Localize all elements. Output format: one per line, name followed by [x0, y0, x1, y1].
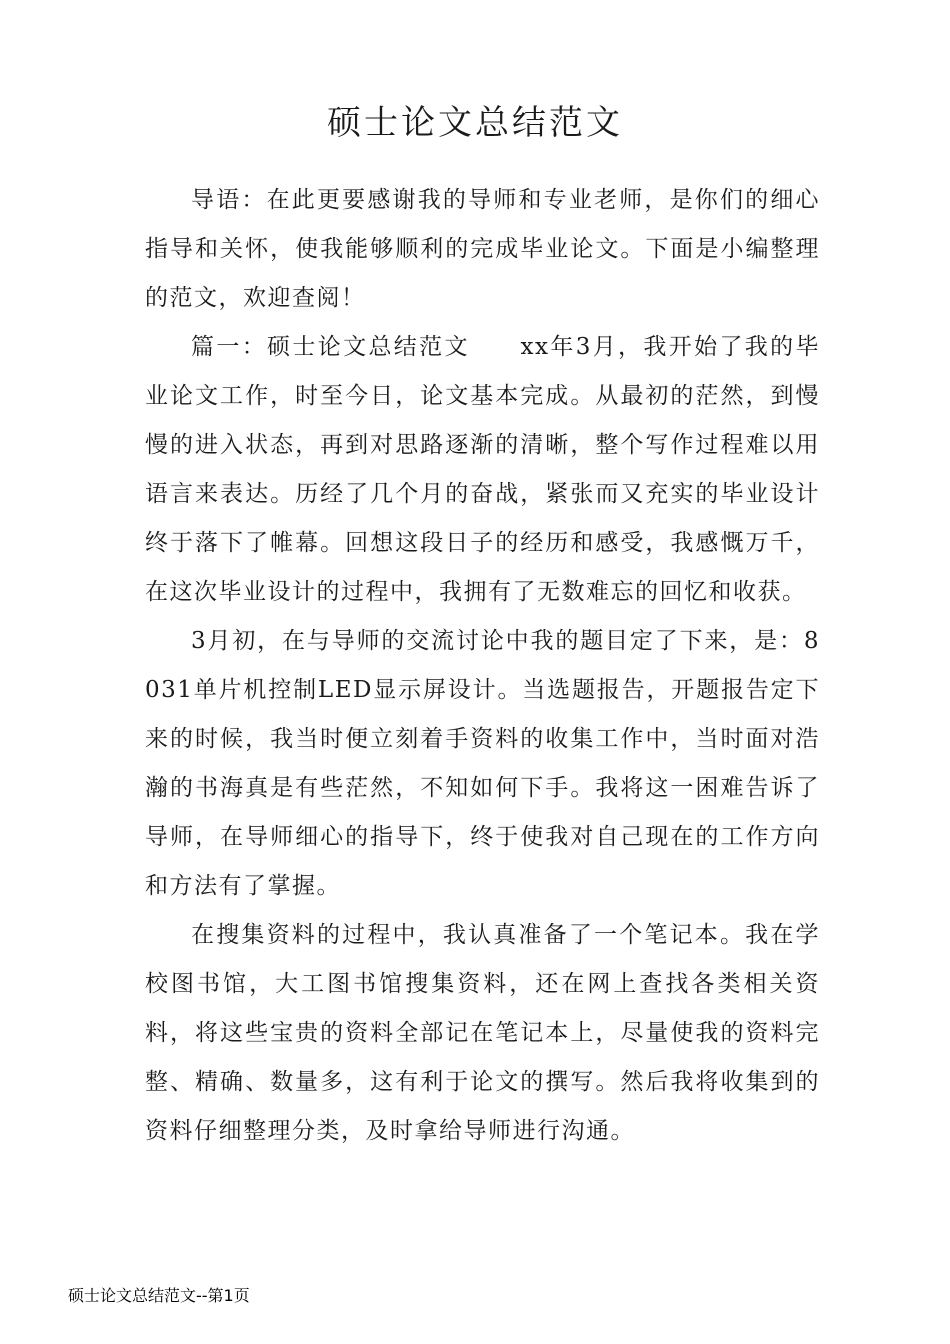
paragraph-research: 在搜集资料的过程中，我认真准备了一个笔记本。我在学校图书馆，大工图书馆搜集资料，还在网上查找各类相关资料，将这些宝贵的资料全部记在笔记本上，尽量使我的资料完整、精确、数量多，这有利于论文的撰写。然后我将收集到的资料仔细整理分类，及时拿给导师进行沟通。 [145, 922, 820, 1144]
paragraph-part-one: 篇一：硕士论文总结范文 xx年3月，我开始了我的毕业论文工作，时至今日，论文基本完成。从最初的茫然，到慢慢的进入状态，再到对思路逐渐的清晰，整个写作过程难以用语言来表达。历经了几个月的奋战，紧张而又充实的毕业设计终于落下了帷幕。回想这段日子的经历和感受，我感慨万千，在这次毕业设计的过程中，我拥有了无数难忘的回忆和收获。 [145, 334, 820, 605]
document-title: 硕士论文总结范文 [327, 103, 623, 143]
document-body [145, 176, 820, 1156]
paragraph-topic: 3月初，在与导师的交流讨论中我的题目定了下来，是：8031单片机控制LED显示屏设计。当选题报告，开题报告定下来的时候，我当时便立刻着手资料的收集工作中，当时面对浩瀚的书海真是有些茫然，不知如何下手。我将这一困难告诉了导师，在导师细心的指导下，终于使我对自己现在的工作方向和方法有了掌握。 [145, 628, 820, 899]
page-footer: 硕士论文总结范文--第1页 [68, 1286, 250, 1305]
paragraph-intro: 导语：在此更要感谢我的导师和专业老师，是你们的细心指导和关怀，使我能够顺利的完成毕业论文。下面是小编整理的范文，欢迎查阅！ [145, 187, 820, 311]
